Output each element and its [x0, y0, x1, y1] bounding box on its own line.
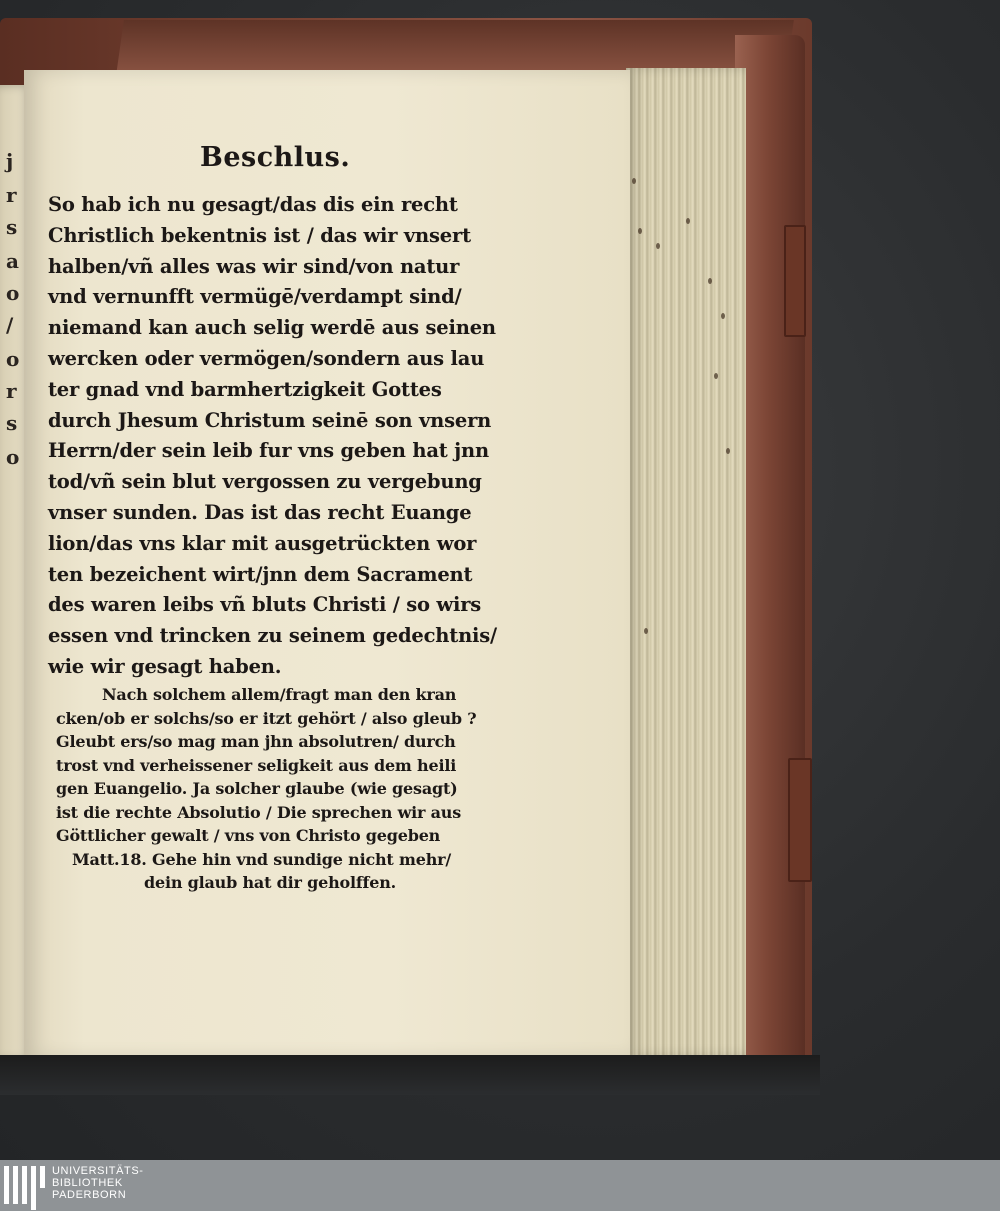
page-block-edges	[626, 68, 746, 1056]
text-line: ist die rechte Absolutio / Die sprechen wir aus	[56, 802, 462, 822]
text-line: halben/vñ alles was wir sind/von natur	[48, 254, 460, 278]
text-line: Nach solchem allem/fragt man den kran	[102, 685, 457, 704]
secondary-text-block	[56, 683, 508, 895]
text-line: lion/das vns klar mit ausgetrückten wor	[48, 531, 477, 555]
left-page-glyph: o	[6, 445, 20, 469]
text-line: ter gnad vnd barmhertzigkeit Gottes	[48, 377, 442, 401]
text-line: dein glaub hat dir geholffen.	[144, 873, 396, 892]
library-bars-icon	[4, 1166, 44, 1206]
book-bottom-shadow	[0, 1055, 820, 1095]
text-line: tod/vñ sein blut vergossen zu vergebung	[48, 470, 482, 494]
text-line: wie wir gesagt haben.	[48, 654, 282, 678]
left-page-glyph: o	[6, 347, 20, 371]
text-line: So hab ich nu gesagt/das dis ein recht	[48, 193, 458, 216]
logo-line: UNIVERSITÄTS-	[52, 1165, 144, 1177]
left-page-glyph: a	[6, 249, 19, 273]
footer-bar	[0, 1160, 1000, 1211]
text-line: des waren leibs vñ bluts Christi / so wirs	[48, 593, 482, 617]
left-page-glyph: s	[6, 411, 18, 435]
text-line: cken/ob er solchs/so er itzt gehört / also gleub ?	[56, 708, 477, 728]
main-text-block	[48, 190, 508, 683]
text-line: ten bezeichent wirt/jnn dem Sacrament	[48, 562, 473, 586]
text-line: Matt.18. Gehe hin vnd sundige nicht mehr/	[72, 849, 452, 869]
left-page-glyph: /	[6, 313, 14, 337]
text-line: Christlich bekentnis ist / das wir vnsert	[48, 223, 471, 247]
text-line: Göttlicher gewalt / vns von Christo gegeben	[56, 826, 441, 845]
page-heading: Beschlus.	[200, 142, 351, 173]
library-logo-text	[52, 1165, 144, 1201]
text-line: vnser sunden. Das ist das recht Euange	[48, 500, 472, 524]
text-line: gen Euangelio. Ja solcher glaube (wie gesagt)	[56, 779, 458, 798]
clasp-lower	[788, 758, 812, 882]
text-line: durch Jhesum Christum seinē son vnsern	[48, 408, 492, 432]
text-line: niemand kan auch selig werdē aus seinen	[48, 316, 496, 340]
book-cover-top-edge	[116, 20, 794, 75]
text-line: trost vnd verheissener seligkeit aus dem heili	[56, 755, 457, 775]
text-line: wercken oder vermögen/sondern aus lau	[48, 346, 485, 370]
left-page-glyph: r	[6, 183, 17, 207]
text-line: Gleubt ers/so mag man jhn absolutren/ durch	[56, 732, 456, 751]
text-line: vnd vernunfft vermügē/verdampt sind/	[48, 285, 462, 309]
left-page-glyph: o	[6, 281, 20, 305]
text-line: Herrn/der sein leib fur vns geben hat jnn	[48, 439, 489, 463]
clasp-upper	[784, 225, 806, 337]
logo-line: PADERBORN	[52, 1189, 127, 1201]
left-page-glyph: j	[6, 149, 14, 173]
left-page-glyph: s	[6, 215, 18, 239]
text-line: essen vnd trincken zu seinem gedechtnis/	[48, 624, 497, 648]
left-page-glyph: r	[6, 379, 17, 403]
logo-line: BIBLIOTHEK	[52, 1177, 123, 1189]
